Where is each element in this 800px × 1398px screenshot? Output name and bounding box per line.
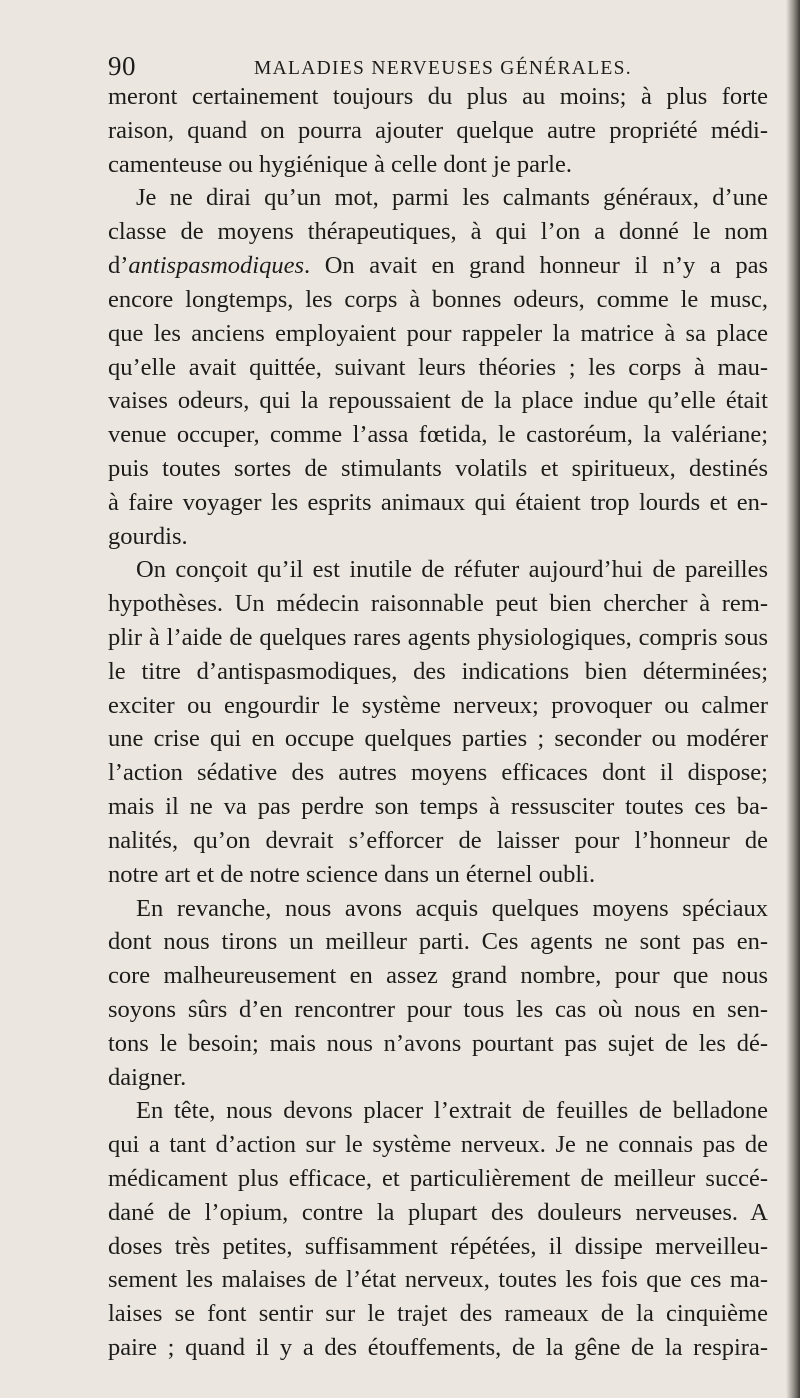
text-line: En revanche, nous avons acquis quelques moyens spéciaux xyxy=(136,894,768,922)
text-line: à faire voyager les esprits animaux qui étaient trop lourds et en- xyxy=(108,488,768,516)
text-line: encore longtemps, les corps à bonnes odeurs, comme le musc, xyxy=(108,285,768,313)
text-line: doses très petites, suffisamment répétées, il dissipe merveilleu- xyxy=(108,1232,768,1260)
text-line: raison, quand on pourra ajouter quelque autre propriété médi- xyxy=(108,116,768,144)
text-line: Je ne dirai qu’un mot, parmi les calmants généraux, d’une xyxy=(136,184,768,212)
text-line: médicament plus efficace, et particulièrement de meilleur succé- xyxy=(108,1165,768,1192)
text-line: hypothèses. Un médecin raisonnable peut bien chercher à rem- xyxy=(108,590,768,618)
text-line: tons le besoin; mais nous n’avons pourtant pas sujet de les dé- xyxy=(108,1029,768,1057)
text-line: daigner. xyxy=(108,1063,187,1091)
text-line: qu’elle avait quittée, suivant leurs théories ; les corps à mau- xyxy=(108,353,768,381)
text-line: paire ; quand il y a des étouffements, de la gêne de la respira- xyxy=(108,1334,768,1362)
page-number: 90 xyxy=(108,51,136,81)
page-edge-shadow xyxy=(786,0,800,1398)
body-text xyxy=(108,80,768,1365)
text-line: exciter ou engourdir le système nerveux; provoquer ou calmer xyxy=(108,691,768,719)
text-line: vaises odeurs, qui la repoussaient de la place indue qu’elle était xyxy=(108,387,768,415)
text-line: laises se font sentir sur le trajet des rameaux de la cinquième xyxy=(108,1300,768,1328)
text-line: gourdis. xyxy=(108,522,188,550)
text-line: puis toutes sortes de stimulants volatils et spiritueux, destinés xyxy=(108,454,768,482)
text-line: classe de moyens thérapeutiques, à qui l’on a donné le nom xyxy=(108,218,768,246)
text-line: camenteuse ou hygiénique à celle dont je parle. xyxy=(108,150,572,178)
text-line: le titre d’antispasmodiques, des indications bien déterminées; xyxy=(108,657,768,685)
text-line: dané de l’opium, contre la plupart des douleurs nerveuses. A xyxy=(108,1198,768,1226)
text-line: qui a tant d’action sur le système nerveux. Je ne connais pas de xyxy=(108,1131,768,1159)
text-line: core malheureusement en assez grand nombre, pour que nous xyxy=(108,962,768,990)
text-line: On conçoit qu’il est inutile de réfuter aujourd’hui de pareilles xyxy=(136,556,768,584)
text-line: notre art et de notre science dans un éternel oubli. xyxy=(108,860,596,888)
text-line: sement les malaises de l’état nerveux, toutes les fois que ces ma- xyxy=(108,1266,768,1294)
text-line: venue occuper, comme l’assa fœtida, le castoréum, la valériane; xyxy=(108,421,768,449)
text-line: une crise qui en occupe quelques parties ; seconder ou modérer xyxy=(108,725,768,753)
text-line: plir à l’aide de quelques rares agents physiologiques, compris sous xyxy=(108,624,768,651)
text-line: meront certainement toujours du plus au moins; à plus forte xyxy=(108,83,768,110)
text-line: l’action sédative des autres moyens efficaces dont il dispose; xyxy=(108,759,768,787)
text-line: nalités, qu’on devrait s’efforcer de laisser pour l’honneur de xyxy=(108,826,768,854)
text-line: soyons sûrs d’en rencontrer pour tous les cas où nous en sen- xyxy=(108,995,768,1023)
running-head: MALADIES NERVEUSES GÉNÉRALES. xyxy=(254,58,632,79)
text-line: d’antispasmodiques. On avait en grand honneur il n’y a pas xyxy=(108,252,768,280)
text-line: mais il ne va pas perdre son temps à ressusciter toutes ces ba- xyxy=(108,793,768,821)
text-line: dont nous tirons un meilleur parti. Ces agents ne sont pas en- xyxy=(108,928,768,956)
text-line: que les anciens employaient pour rappeler la matrice à sa place xyxy=(108,319,768,347)
text-line: En tête, nous devons placer l’extrait de feuilles de belladone xyxy=(136,1097,768,1125)
